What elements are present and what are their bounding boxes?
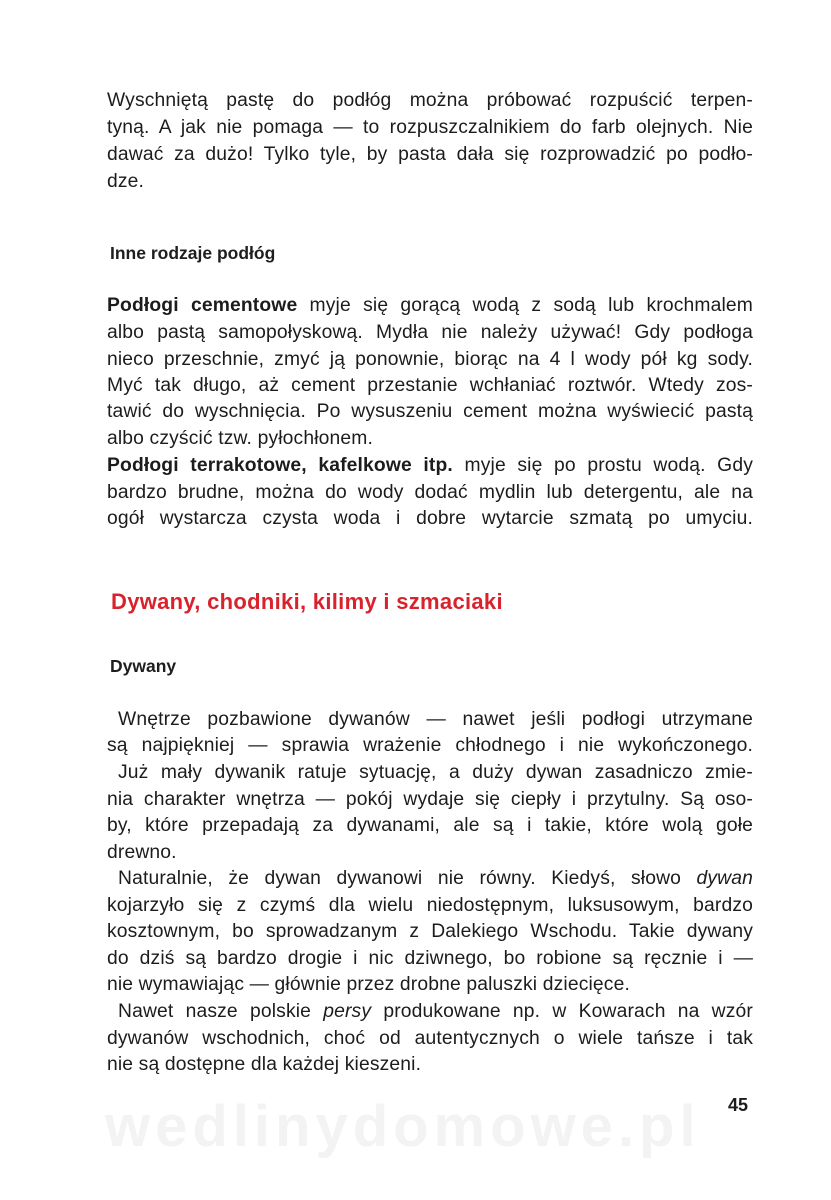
paragraph-line [118, 866, 753, 892]
text-run: Naturalnie, że dywan dywanowi nie równy. Kiedyś, słowo [118, 868, 697, 889]
paragraph-line: albo czyścić tzw. pyłochłonem. [107, 428, 373, 449]
bold-term: Podłogi cementowe [107, 295, 298, 316]
paragraph-line: kosztownym, bo sprowadzanym z Dalekiego Wschodu. Takie dywany [107, 921, 753, 942]
paragraph-line: tyną. A jak nie pomaga — to rozpuszczalnikiem do farb olejnych. Nie [107, 117, 753, 138]
paragraph-line: są najpiękniej — sprawia wrażenie chłodnego i nie wykończonego. [107, 735, 753, 756]
paragraph-line: albo pastą samopołyskową. Mydła nie należy używać! Gdy podłoga [107, 322, 753, 343]
paragraph-line: tawić do wyschnięcia. Po wysuszeniu cement można wyświecić pastą [107, 401, 753, 422]
section-title: Dywany, chodniki, kilimy i szmaciaki [111, 589, 503, 614]
watermark: wedlinydomowe.pl [105, 1094, 701, 1159]
paragraph-line: Już mały dywanik ratuje sytuację, a duży dywan zasadniczo zmie- [118, 762, 753, 783]
paragraph-line: nia charakter wnętrza — pokój wydaje się ciepły i przytulny. Są oso- [107, 789, 753, 810]
italic-term: dywan [696, 868, 753, 889]
paragraph-line: do dziś są bardzo drogie i nic dziwnego, bo robione są ręcznie i — [107, 948, 753, 969]
paragraph-line: Wnętrze pozbawione dywanów — nawet jeśli podłogi utrzymane [118, 709, 753, 730]
paragraph-line [107, 453, 753, 479]
paragraph-line [107, 293, 753, 319]
paragraph-line: nie są dostępne dla każdej kieszeni. [107, 1054, 422, 1075]
bold-term: Podłogi terrakotowe, kafelkowe itp. [107, 455, 453, 476]
paragraph-line: dywanów wschodnich, choć od autentycznych o wiele tańsze i tak [107, 1028, 753, 1049]
paragraph-line: Wyschniętą pastę do podłóg można próbować rozpuścić terpen- [107, 90, 753, 111]
text-run: myje się po prostu wodą. Gdy [452, 455, 753, 476]
paragraph-line: Myć tak długo, aż cement przestanie wchłaniać roztwór. Wtedy zos- [107, 375, 753, 396]
text-run: myje się gorącą wodą z sodą lub krochmalem [297, 295, 753, 316]
paragraph-line: bardzo brudne, można do wody dodać mydlin lub detergentu, ale na [107, 482, 753, 503]
paragraph-line: ogół wystarcza czysta woda i dobre wytarcie szmatą po umyciu. [107, 508, 753, 529]
paragraph-line: dze. [107, 171, 145, 192]
text-run: produkowane np. w Kowarach na wzór [371, 1001, 753, 1022]
paragraph-line: nie wymawiając — głównie przez drobne paluszki dziecięce. [107, 974, 630, 995]
paragraph-line: dawać za dużo! Tylko tyle, by pasta dała się rozprowadzić po podło- [107, 144, 753, 165]
paragraph-line [118, 999, 753, 1025]
paragraph-line: drewno. [107, 842, 177, 863]
text-run: Nawet nasze polskie [118, 1001, 324, 1022]
paragraph-line: kojarzyło się z czymś dla wielu niedostępnym, luksusowym, bardzo [107, 895, 753, 916]
subheading-inne-rodzaje-podlog: Inne rodzaje podłóg [110, 243, 276, 263]
page-number: 45 [728, 1095, 749, 1115]
paragraph-line: by, które przepadają za dywanami, ale są i takie, które wolą gołe [107, 815, 753, 836]
italic-term: persy [323, 1001, 372, 1022]
subheading-dywany: Dywany [110, 656, 177, 676]
paragraph-line: nieco przeschnie, zmyć ją ponownie, biorąc na 4 l wody pół kg sody. [107, 349, 753, 370]
